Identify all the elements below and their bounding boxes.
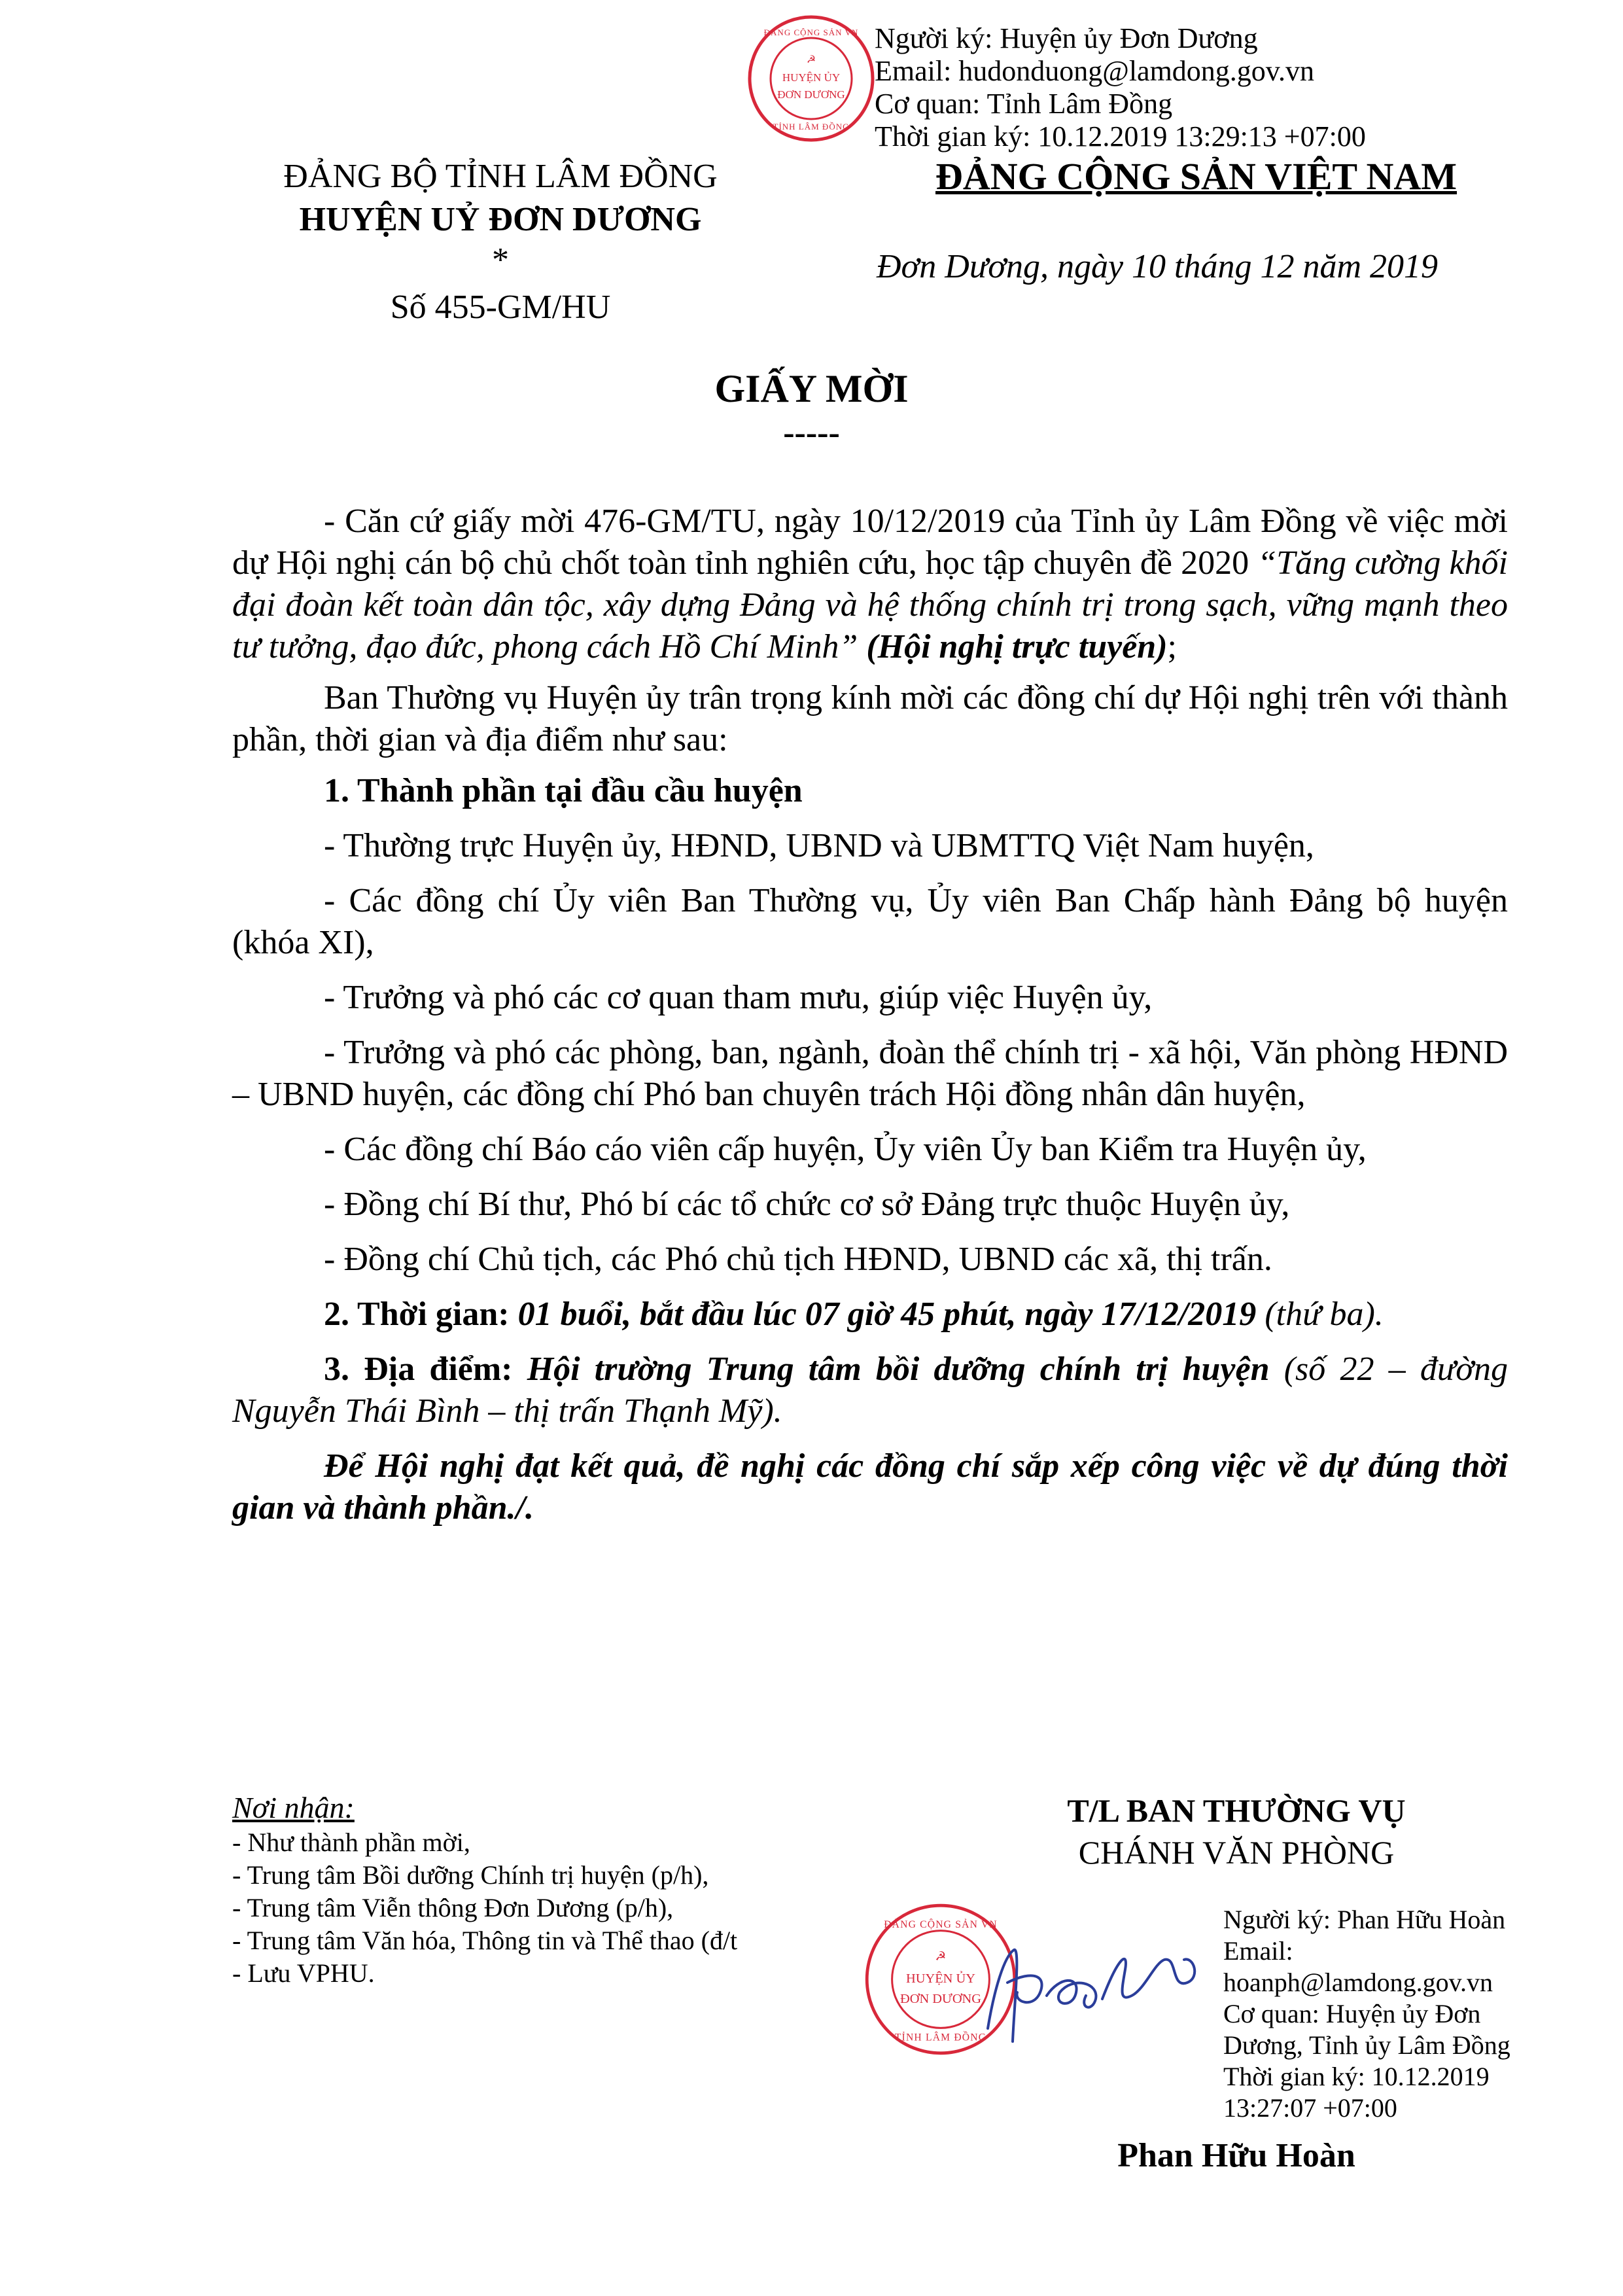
- signature-scribble: [968, 1930, 1243, 2055]
- handwritten-signature: [968, 1930, 1243, 2055]
- section2: [232, 1294, 1508, 1335]
- seal-image: [746, 13, 877, 144]
- org-name: HUYỆN UỶ ĐƠN DƯƠNG: [299, 201, 702, 238]
- top-signature-agency: Cơ quan: Tỉnh Lâm Đồng: [875, 88, 1173, 120]
- header-star: *: [492, 241, 509, 279]
- svg-text:TỈNH LÂM ĐỒNG: TỈNH LÂM ĐỒNG: [894, 2032, 987, 2043]
- top-seal: [746, 13, 877, 144]
- section2-label: 2. Thời gian:: [324, 1296, 510, 1333]
- party-name: ĐẢNG CỘNG SẢN VIỆT NAM: [935, 155, 1457, 198]
- org-parent: ĐẢNG BỘ TỈNH LÂM ĐỒNG: [283, 158, 718, 195]
- recipient-item: - Trung tâm Viễn thông Đơn Dương (p/h),: [232, 1893, 674, 1922]
- recipient-item: - Trung tâm Bồi dưỡng Chính trị huyện (p/h),: [232, 1860, 709, 1890]
- section1-item: - Các đồng chí Ủy viên Ban Thường vụ, Ủy viên Ban Chấp hành Đảng bộ huyện (khóa XI),: [232, 882, 1508, 961]
- section3-note: (số 22 – đường Nguyễn Thái Bình – thị trấn Thạnh Mỹ).: [232, 1351, 1508, 1430]
- place-date: Đơn Dương, ngày 10 tháng 12 năm 2019: [877, 248, 1439, 285]
- section3-value: Hội trường Trung tâm bồi dưỡng chính trị huyện: [512, 1351, 1270, 1388]
- closing-statement: Để Hội nghị đạt kết quả, đề nghị các đồng chí sắp xếp công việc về dự đúng thời gian và thành phần./.: [232, 1447, 1508, 1527]
- intro-end: ;: [1167, 628, 1177, 665]
- signer-position: CHÁNH VĂN PHÒNG: [1078, 1834, 1395, 1871]
- bottom-signature-line: Người ký: Phan Hữu Hoàn: [1223, 1905, 1506, 1934]
- bottom-signature: [1223, 1904, 1590, 2124]
- bottom-signature-line: 13:27:07 +07:00: [1223, 2093, 1397, 2123]
- section1-item: - Đồng chí Chủ tịch, các Phó chủ tịch HĐND, UBND các xã, thị trấn.: [324, 1241, 1272, 1278]
- section1-item: - Đồng chí Bí thư, Phó bí các tổ chức cơ sở Đảng trực thuộc Huyện ủy,: [324, 1186, 1290, 1223]
- svg-text:ĐẢNG CỘNG SẢN VN: ĐẢNG CỘNG SẢN VN: [884, 1918, 998, 1930]
- recipients: [232, 1790, 737, 1990]
- intro-topic: “Tăng cường khối đại đoàn kết toàn dân tộc, xây dựng Đảng và hệ thống chính trị trong sạch, vững mạnh theo tư tưởng, đạo đức, phong cách Hồ Chí Minh”: [232, 544, 1508, 665]
- svg-text:ĐƠN DƯƠNG: ĐƠN DƯƠNG: [777, 88, 845, 101]
- signer-on-behalf: T/L BAN THƯỜNG VỤ: [1067, 1792, 1406, 1829]
- intro-basis: [232, 501, 1508, 668]
- bottom-signature-line: Thời gian ký: 10.12.2019: [1223, 2062, 1490, 2091]
- section1-heading: 1. Thành phần tại đầu cầu huyện: [324, 772, 803, 809]
- signer-name: Phan Hữu Hoàn: [1117, 2137, 1355, 2174]
- svg-text:☭: ☭: [935, 1950, 947, 1964]
- bottom-signature-line: Dương, Tỉnh ủy Lâm Đồng: [1223, 2030, 1510, 2060]
- svg-text:TỈNH LÂM ĐỒNG: TỈNH LÂM ĐỒNG: [773, 122, 850, 132]
- recipient-item: - Lưu VPHU.: [232, 1958, 375, 1988]
- intro-basis-text: - Căn cứ giấy mời 476-GM/TU, ngày 10/12/2019 của Tỉnh ủy Lâm Đồng về việc mời dự Hội nghị cán bộ chủ chốt toàn tỉnh nghiên cứu, học tập chuyên đề 2020: [232, 503, 1508, 582]
- section1-item: - Thường trực Huyện ủy, HĐND, UBND và UBMTTQ Việt Nam huyện,: [324, 827, 1314, 864]
- svg-text:ĐẢNG CỘNG SẢN VN: ĐẢNG CỘNG SẢN VN: [763, 27, 859, 37]
- svg-text:HUYỆN ỦY: HUYỆN ỦY: [906, 1971, 975, 1986]
- bottom-signature-line: Cơ quan: Huyện ủy Đơn: [1223, 1999, 1481, 2028]
- recipient-item: - Như thành phần mời,: [232, 1828, 470, 1857]
- recipients-heading: Nơi nhận:: [232, 1791, 355, 1824]
- recipient-item: - Trung tâm Văn hóa, Thông tin và Thể thao (đ/t: [232, 1926, 738, 1955]
- doc-title: GIẤY MỜI: [714, 367, 909, 410]
- bottom-signature-line: Email:: [1223, 1936, 1293, 1966]
- top-signature-email: Email: hudonduong@lamdong.gov.vn: [875, 55, 1314, 87]
- svg-text:HUYỆN ỦY: HUYỆN ỦY: [782, 71, 841, 84]
- invitation-text: Ban Thường vụ Huyện ủy trân trọng kính mời các đồng chí dự Hội nghị trên với thành phần, thời gian và địa điểm như sau:: [232, 679, 1508, 758]
- section1-item: - Trưởng và phó các cơ quan tham mưu, giúp việc Huyện ủy,: [324, 979, 1153, 1016]
- doc-number: Số 455-GM/HU: [390, 289, 611, 326]
- document-body: [232, 501, 1508, 1529]
- section2-note: (thứ ba).: [1256, 1296, 1384, 1333]
- section2-value: 01 buổi, bắt đầu lúc 07 giờ 45 phút, ngày 17/12/2019: [509, 1296, 1257, 1333]
- title-dashes: -----: [783, 414, 840, 451]
- svg-text:☭: ☭: [806, 54, 816, 65]
- section1-item: - Trưởng và phó các phòng, ban, ngành, đoàn thể chính trị - xã hội, Văn phòng HĐND – UBND huyện, các đồng chí Phó ban chuyên trách Hội đồng nhân dân huyện,: [232, 1034, 1508, 1113]
- top-signature-signer: Người ký: Huyện ủy Đơn Dương: [875, 22, 1258, 54]
- bottom-signature-line: hoanph@lamdong.gov.vn: [1223, 1968, 1493, 1997]
- section3: [232, 1349, 1508, 1432]
- section3-label: 3. Địa điểm:: [324, 1351, 513, 1388]
- section1-item: - Các đồng chí Báo cáo viên cấp huyện, Ủy viên Ủy ban Kiểm tra Huyện ủy,: [324, 1131, 1367, 1168]
- svg-text:ĐƠN DƯƠNG: ĐƠN DƯƠNG: [900, 1992, 981, 2006]
- top-signature-time: Thời gian ký: 10.12.2019 13:29:13 +07:00: [875, 120, 1366, 152]
- intro-online: (Hội nghị trực tuyến): [858, 628, 1168, 665]
